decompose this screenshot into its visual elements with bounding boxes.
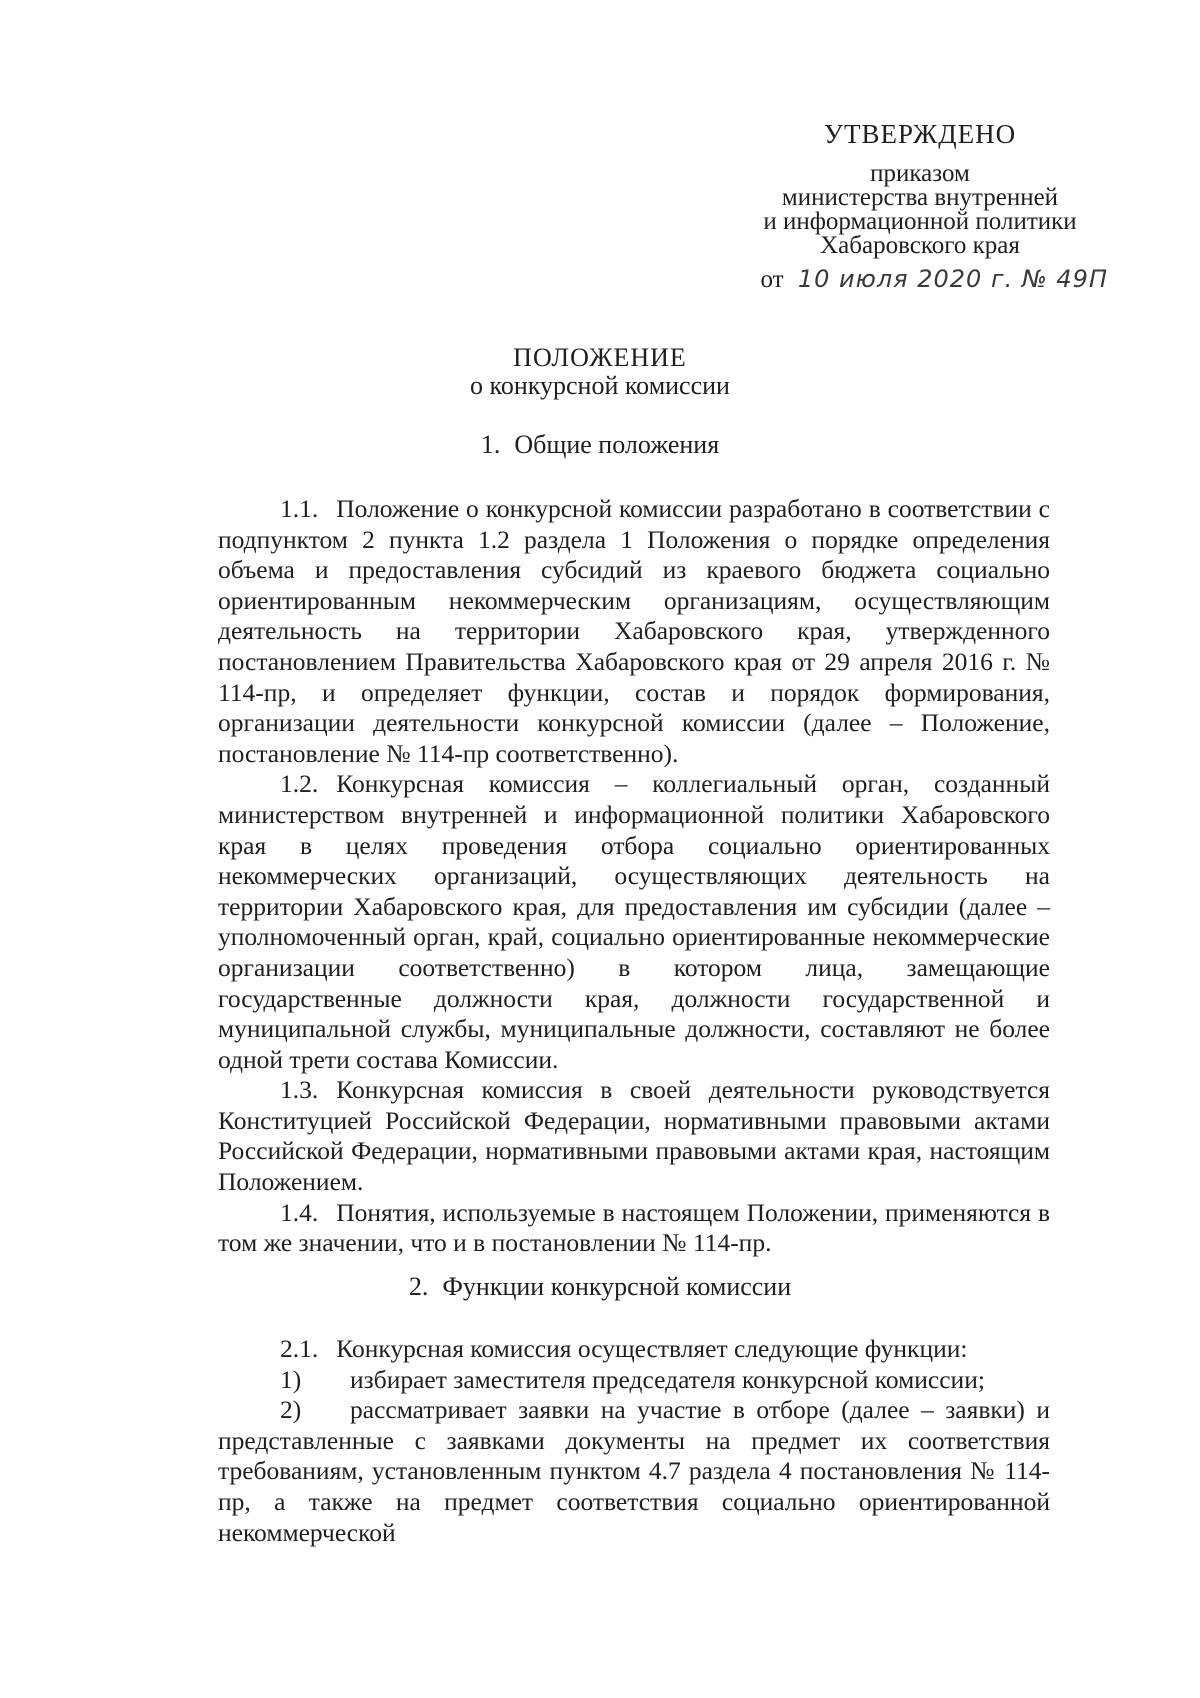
list-item-text: избирает заместителя председателя конкурсной комиссии; <box>350 1364 985 1394</box>
paragraph-text: Конкурсная комиссия осуществляет следующие функции: <box>336 1334 968 1363</box>
section-number: 1. <box>480 430 501 459</box>
section-1-body <box>218 494 1050 1259</box>
list-item-number: 2) <box>280 1395 302 1425</box>
section-1-heading <box>0 430 1200 460</box>
paragraph <box>218 1075 1050 1197</box>
list-item <box>218 1395 1050 1548</box>
approval-date <box>700 262 1140 297</box>
paragraph-text: Положение о конкурсной комиссии разработано в соответствии с подпунктом 2 пункта 1.2 раздела 1 Положения о порядке определения объема и предоставления субсидий из краевого бюджета социально ориентированным некоммерческим организациям, осуществляющим деятельность на территории Хабаровского края, утвержденного постановлением Правительства Хабаровского края от 29 апреля 2016 г. № 114-пр, и определяет функции, состав и порядок формирования, организации деятельности конкурсной комиссии (далее – Положение, постановление № 114-пр соответственно). <box>218 494 1050 768</box>
list-item-text: рассматривает заявки на участие в отборе (далее – заявки) и представленные с заявками документы на предмет их соответствия требованиям, установленным пунктом 4.7 раздела 4 постановления № 114-пр, а также на предмет соответствия социально ориентированной некоммерческой <box>218 1395 1050 1547</box>
section-number: 2. <box>408 1272 429 1301</box>
paragraph <box>218 1198 1050 1259</box>
paragraph <box>218 769 1050 1075</box>
paragraph-number: 2.1. <box>280 1334 319 1363</box>
section-title: Общие положения <box>514 430 720 459</box>
paragraph-text: Конкурсная комиссия в своей деятельности руководствуется Конституцией Российской Федерации, нормативными правовыми актами Российской Федерации, нормативными правовыми актами края, настоящим Положением. <box>218 1075 1050 1197</box>
list-item-number: 1) <box>280 1364 302 1394</box>
approval-line: приказом <box>870 160 970 187</box>
approval-stamp: УТВЕРЖДЕНО <box>823 119 1017 149</box>
paragraph-number: 1.2. <box>280 769 319 799</box>
paragraph <box>218 494 1050 769</box>
approval-line: министерства внутренней <box>781 184 1059 211</box>
approval-line: Хабаровского края <box>820 232 1020 259</box>
paragraph <box>218 1334 1050 1365</box>
paragraph-text: Конкурсная комиссия – коллегиальный орган, созданный министерством внутренней и информационной политики Хабаровского края в целях проведения отбора социально ориентированных некоммерческих организаций, осуществляющих деятельность на территории Хабаровского края, для предоставления им субсидии (далее – уполномоченный орган, край, социально ориентированные некоммерческие организации соответственно) в котором лица, замещающие государственные должности края, должности государственной и муниципальной службы, муниципальные должности, составляют не более одной трети состава Комиссии. <box>218 769 1050 1074</box>
paragraph-number: 1.4. <box>280 1197 319 1227</box>
paragraph-text: Понятия, используемые в настоящем Положении, применяются в том же значении, что и в постановлении № 114-пр. <box>218 1197 1050 1258</box>
section-title: Функции конкурсной комиссии <box>442 1272 792 1301</box>
document-title <box>0 344 1200 400</box>
title-main: ПОЛОЖЕНИЕ <box>513 343 687 372</box>
paragraph-number: 1.3. <box>280 1075 319 1105</box>
paragraph-number: 1.1. <box>280 494 319 523</box>
approval-block <box>700 119 1140 297</box>
section-2-body <box>218 1334 1050 1548</box>
approval-line: и информационной политики <box>763 208 1077 235</box>
list-item <box>218 1365 1050 1396</box>
title-sub: о конкурсной комиссии <box>470 371 730 400</box>
section-2-heading <box>0 1272 1200 1302</box>
date-prefix: от <box>760 266 784 293</box>
handwritten-date: 10 июля 2020 г. № 49П <box>797 265 1108 293</box>
